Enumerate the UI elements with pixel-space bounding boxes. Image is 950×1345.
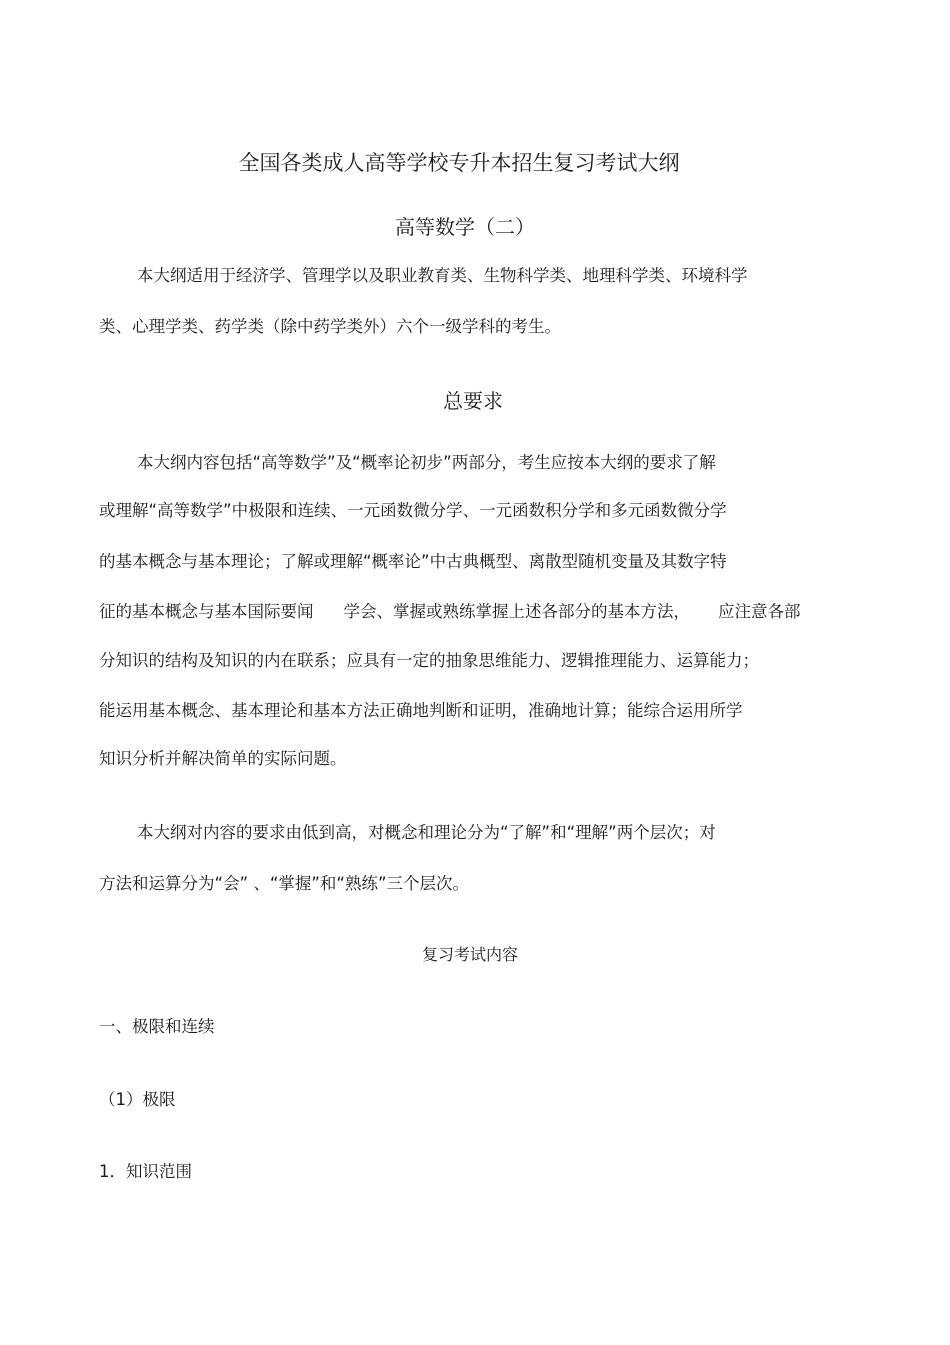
requirements-line-4-part-1: 征的基本概念与基本国际要闻 <box>99 602 314 621</box>
requirements-line-5: 分知识的结构及知识的内在联系；应具有一定的抽象思维能力、逻辑推理能力、运算能力； <box>99 651 759 670</box>
requirements-line-4-part-3: 应注意各部 <box>718 602 801 621</box>
requirements-line-4 <box>99 599 801 625</box>
general-requirements-heading: 总要求 <box>443 389 503 413</box>
requirements-line-1: 本大纲内容包括“高等数学”及“概率论初步”两部分，考生应按本大纲的要求了解 <box>137 453 716 472</box>
requirements-line-4-part-2: 学会、掌握或熟练掌握上述各部分的基本方法， <box>343 602 690 621</box>
requirements-line-3: 的基本概念与基本理论；了解或理解“概率论”中古典概型、离散型随机变量及其数字特 <box>99 552 727 571</box>
requirements-line-7: 知识分析并解决简单的实际问题。 <box>99 749 347 768</box>
page-title: 全国各类成人高等学校专升本招生复习考试大纲 <box>238 151 680 175</box>
levels-line-1: 本大纲对内容的要求由低到高，对概念和理论分为“了解”和“理解”两个层次；对 <box>137 823 716 842</box>
exam-content-heading: 复习考试内容 <box>421 945 518 964</box>
chapter-heading: 一、极限和连续 <box>99 1017 215 1036</box>
intro-line-1: 本大纲适用于经济学、管理学以及职业教育类、生物科学类、地理科学类、环境科学 <box>137 266 748 285</box>
levels-line-2: 方法和运算分为“会” 、“掌握”和“熟练”三个层次。 <box>99 874 470 893</box>
intro-line-2: 类、心理学类、药学类（除中药学类外）六个一级学科的考生。 <box>99 317 561 336</box>
requirements-line-6: 能运用基本概念、基本理论和基本方法正确地判断和证明，准确地计算；能综合运用所学 <box>99 701 743 720</box>
section-heading: （1）极限 <box>99 1090 176 1109</box>
requirements-line-2: 或理解“高等数学”中极限和连续、一元函数微分学、一元函数积分学和多元函数微分学 <box>99 501 727 520</box>
page-subtitle: 高等数学（二） <box>395 215 535 239</box>
item-heading: 1．知识范围 <box>99 1162 192 1181</box>
